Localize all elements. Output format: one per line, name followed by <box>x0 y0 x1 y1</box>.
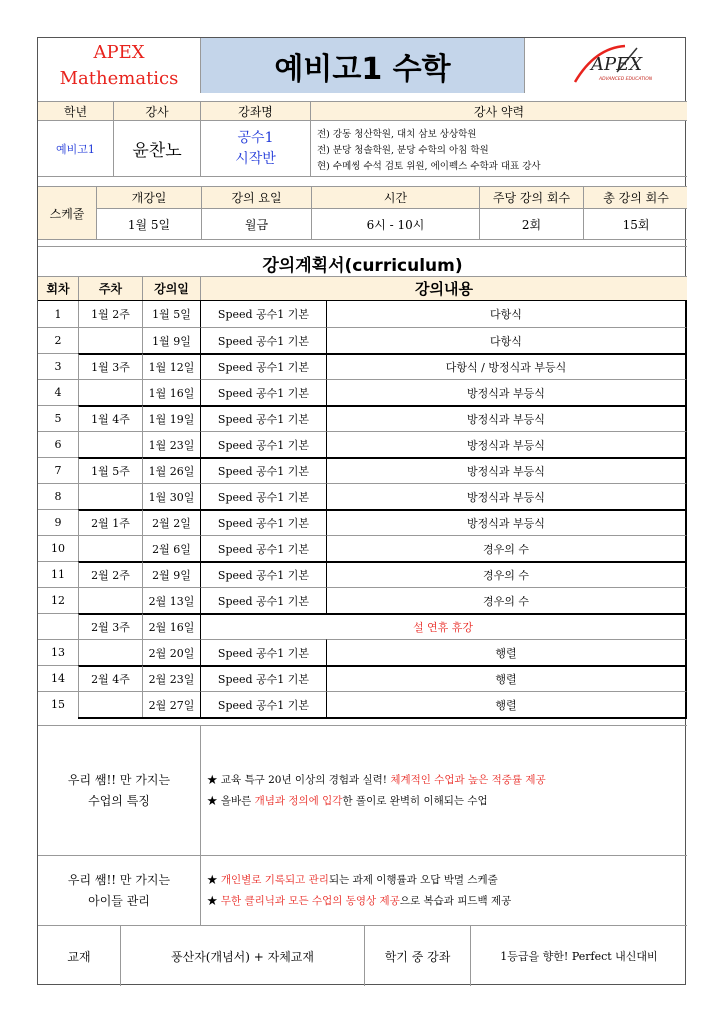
book-cell: Speed 공수1 기본 <box>200 535 326 561</box>
schedule-value-row <box>96 209 687 239</box>
care-highlight: 개인별로 기록되고 관리 <box>220 874 329 886</box>
care-label-line-1: 우리 쌤!! 만 가지는 <box>67 873 171 887</box>
week-cell: 2월 2주 <box>78 561 142 587</box>
care-item <box>207 891 687 912</box>
week-cell <box>78 483 142 509</box>
feature-text: 교육 특구 20년 이상의 경험과 실력! <box>220 774 391 786</box>
week-cell: 2월 4주 <box>78 665 142 691</box>
header-weekly-count: 주당 강의 회수 <box>479 187 583 208</box>
date-cell: 1월 30일 <box>142 483 200 509</box>
book-cell: Speed 공수1 기본 <box>200 691 326 717</box>
topic-cell: 다항식 <box>326 301 687 327</box>
brand-line-1: APEX <box>93 41 145 63</box>
topic-cell: 방정식과 부등식 <box>326 483 687 509</box>
session-cell: 8 <box>38 483 78 509</box>
curriculum-row <box>38 509 687 535</box>
book-cell: Speed 공수1 기본 <box>200 665 326 691</box>
week-cell: 2월 1주 <box>78 509 142 535</box>
date-cell: 2월 23일 <box>142 665 200 691</box>
topic-cell: 경우의 수 <box>326 535 687 561</box>
course-label: 학기 중 강좌 <box>364 926 470 986</box>
week-cell <box>78 535 142 561</box>
date-cell: 1월 16일 <box>142 379 200 405</box>
date-cell: 1월 5일 <box>142 301 200 327</box>
feature-item <box>207 770 687 791</box>
book-cell: Speed 공수1 기본 <box>200 327 326 353</box>
curriculum-title: 강의계획서(curriculum) <box>262 255 463 276</box>
date-cell: 1월 12일 <box>142 353 200 379</box>
session-cell: 10 <box>38 535 78 561</box>
features-label-line-2: 수업의 특징 <box>88 794 150 808</box>
feature-highlight: 개념과 정의에 입각 <box>254 795 343 807</box>
curriculum-row <box>38 639 687 665</box>
curriculum-row <box>38 691 687 717</box>
curriculum-row <box>38 561 687 587</box>
care-label <box>38 856 200 926</box>
curriculum-row <box>38 301 687 327</box>
topic-cell: 다항식 / 방정식과 부등식 <box>326 353 687 379</box>
curriculum-row <box>38 587 687 613</box>
course-sheet <box>37 37 686 985</box>
teacher-name: 윤찬노 <box>113 121 200 176</box>
feature-text: 올바른 <box>220 795 255 807</box>
feature-item <box>207 791 687 812</box>
instructor-header-row <box>38 101 687 121</box>
topic-cell: 경우의 수 <box>326 561 687 587</box>
page-title: 예비고1 수학 <box>200 38 525 93</box>
header-total-count: 총 강의 회수 <box>583 187 688 208</box>
course-name <box>200 121 310 176</box>
topic-cell: 방정식과 부등식 <box>326 509 687 535</box>
feature-text: 한 풀이로 완벽히 이해되는 수업 <box>342 795 488 807</box>
logo-subtext: ADVANCED EDUCATION <box>599 77 653 82</box>
care-item <box>207 870 687 891</box>
weekly-count-value: 2회 <box>479 209 583 239</box>
book-cell: Speed 공수1 기본 <box>200 353 326 379</box>
week-cell: 1월 3주 <box>78 353 142 379</box>
date-cell: 2월 20일 <box>142 639 200 665</box>
star-icon: ★ <box>207 874 218 886</box>
date-cell: 2월 6일 <box>142 535 200 561</box>
header-bio: 강사 약력 <box>310 102 687 120</box>
week-cell: 1월 4주 <box>78 405 142 431</box>
course-line-2: 시작반 <box>235 150 276 167</box>
book-cell: Speed 공수1 기본 <box>200 639 326 665</box>
curriculum-row <box>38 483 687 509</box>
week-cell: 1월 2주 <box>78 301 142 327</box>
curriculum-table <box>38 301 687 717</box>
session-cell: 5 <box>38 405 78 431</box>
features-section <box>38 725 687 855</box>
session-cell: 4 <box>38 379 78 405</box>
care-highlight: 무한 클리닉과 모든 수업의 동영상 제공 <box>220 895 400 907</box>
book-cell: Speed 공수1 기본 <box>200 405 326 431</box>
star-icon: ★ <box>207 895 218 907</box>
bio-line: 전) 강동 청산학원, 대치 삼보 상상학원 <box>317 129 477 140</box>
curriculum-row <box>38 379 687 405</box>
week-cell <box>78 691 142 717</box>
brand-line-2: Mathematics <box>59 67 179 89</box>
book-cell: Speed 공수1 기본 <box>200 483 326 509</box>
curriculum-row <box>38 613 687 639</box>
features-list <box>200 726 687 856</box>
session-cell: 7 <box>38 457 78 483</box>
care-text: 으로 복습과 피드백 제공 <box>399 895 512 907</box>
session-cell: 15 <box>38 691 78 717</box>
holiday-cell: 설 연휴 휴강 <box>200 613 687 639</box>
curriculum-row <box>38 457 687 483</box>
curriculum-bottom-rule <box>78 717 687 719</box>
session-cell: 3 <box>38 353 78 379</box>
date-cell: 1월 19일 <box>142 405 200 431</box>
apex-logo <box>525 38 687 93</box>
topic-cell: 행렬 <box>326 665 687 691</box>
feature-highlight: 체계적인 수업과 높은 적중률 제공 <box>390 774 546 786</box>
date-cell: 1월 23일 <box>142 431 200 457</box>
features-label-line-1: 우리 쌤!! 만 가지는 <box>67 773 171 787</box>
header-content: 강의내용 <box>200 277 687 300</box>
care-section <box>38 855 687 925</box>
date-cell: 2월 9일 <box>142 561 200 587</box>
session-cell <box>38 613 78 639</box>
logo-text: APEX <box>591 54 643 75</box>
star-icon: ★ <box>207 795 218 807</box>
curriculum-header-row <box>38 276 687 301</box>
topic-cell: 행렬 <box>326 639 687 665</box>
header-teacher: 강사 <box>113 102 200 120</box>
week-cell <box>78 587 142 613</box>
book-cell: Speed 공수1 기본 <box>200 587 326 613</box>
star-icon: ★ <box>207 774 218 786</box>
topic-cell: 방정식과 부등식 <box>326 405 687 431</box>
date-cell: 2월 2일 <box>142 509 200 535</box>
header-lecture-date: 강의일 <box>142 277 200 300</box>
week-cell <box>78 639 142 665</box>
footer-row <box>38 925 687 985</box>
bio-line: 현) 수메씽 수석 검토 위원, 에이펙스 수학과 대표 강사 <box>317 161 541 172</box>
topic-cell: 경우의 수 <box>326 587 687 613</box>
header-class-days: 강의 요일 <box>201 187 311 208</box>
apex-logo-icon <box>525 38 687 93</box>
session-cell: 14 <box>38 665 78 691</box>
date-cell: 1월 26일 <box>142 457 200 483</box>
curriculum-row <box>38 535 687 561</box>
schedule-header-row <box>96 187 687 209</box>
course-value: 1등급을 향한! Perfect 내신대비 <box>470 926 687 986</box>
schedule-label: 스케줄 <box>38 187 96 239</box>
header-week: 주차 <box>78 277 142 300</box>
course-line-1: 공수1 <box>237 129 274 146</box>
curriculum-row <box>38 405 687 431</box>
book-cell: Speed 공수1 기본 <box>200 301 326 327</box>
textbook-value: 풍산자(개념서) + 자체교재 <box>120 926 364 986</box>
date-cell: 2월 27일 <box>142 691 200 717</box>
date-cell: 1월 9일 <box>142 327 200 353</box>
care-text: 되는 과제 이행률과 오답 박멸 스케줄 <box>328 874 498 886</box>
care-label-line-2: 아이들 관리 <box>88 894 150 908</box>
week-cell: 2월 3주 <box>78 613 142 639</box>
session-cell: 13 <box>38 639 78 665</box>
curriculum-row <box>38 665 687 691</box>
topic-cell: 방정식과 부등식 <box>326 379 687 405</box>
topic-cell: 행렬 <box>326 691 687 717</box>
curriculum-row <box>38 431 687 457</box>
curriculum-row <box>38 353 687 379</box>
care-list <box>200 856 687 926</box>
start-date-value: 1월 5일 <box>127 217 171 232</box>
teacher-bio <box>310 121 687 176</box>
week-cell: 1월 5주 <box>78 457 142 483</box>
textbook-label: 교재 <box>67 949 91 964</box>
class-days-value: 월금 <box>201 209 311 239</box>
topic-cell: 방정식과 부등식 <box>326 457 687 483</box>
topic-cell: 다항식 <box>326 327 687 353</box>
session-cell: 6 <box>38 431 78 457</box>
session-cell: 11 <box>38 561 78 587</box>
header-course: 강좌명 <box>200 102 310 120</box>
grade-value: 예비고1 <box>56 142 95 156</box>
header-session: 회차 <box>46 282 70 296</box>
brand-block <box>38 38 200 93</box>
book-cell: Speed 공수1 기본 <box>200 561 326 587</box>
total-count-value: 15회 <box>583 209 688 239</box>
header-time: 시간 <box>311 187 479 208</box>
date-cell: 2월 16일 <box>142 613 200 639</box>
session-cell: 12 <box>38 587 78 613</box>
date-cell: 2월 13일 <box>142 587 200 613</box>
book-cell: Speed 공수1 기본 <box>200 509 326 535</box>
header-grade: 학년 <box>63 104 88 119</box>
book-cell: Speed 공수1 기본 <box>200 457 326 483</box>
time-value: 6시 - 10시 <box>311 209 479 239</box>
book-cell: Speed 공수1 기본 <box>200 431 326 457</box>
topic-cell: 방정식과 부등식 <box>326 431 687 457</box>
header-start-date: 개강일 <box>131 191 167 205</box>
week-cell <box>78 379 142 405</box>
features-label <box>38 726 200 856</box>
schedule-table <box>38 186 687 240</box>
session-cell: 1 <box>54 307 62 321</box>
book-cell: Speed 공수1 기본 <box>200 379 326 405</box>
session-cell: 2 <box>38 327 78 353</box>
curriculum-row <box>38 327 687 353</box>
session-cell: 9 <box>38 509 78 535</box>
instructor-row <box>38 121 687 177</box>
week-cell <box>78 327 142 353</box>
week-cell <box>78 431 142 457</box>
bio-line: 전) 분당 청솔학원, 분당 수학의 아침 학원 <box>317 145 489 156</box>
